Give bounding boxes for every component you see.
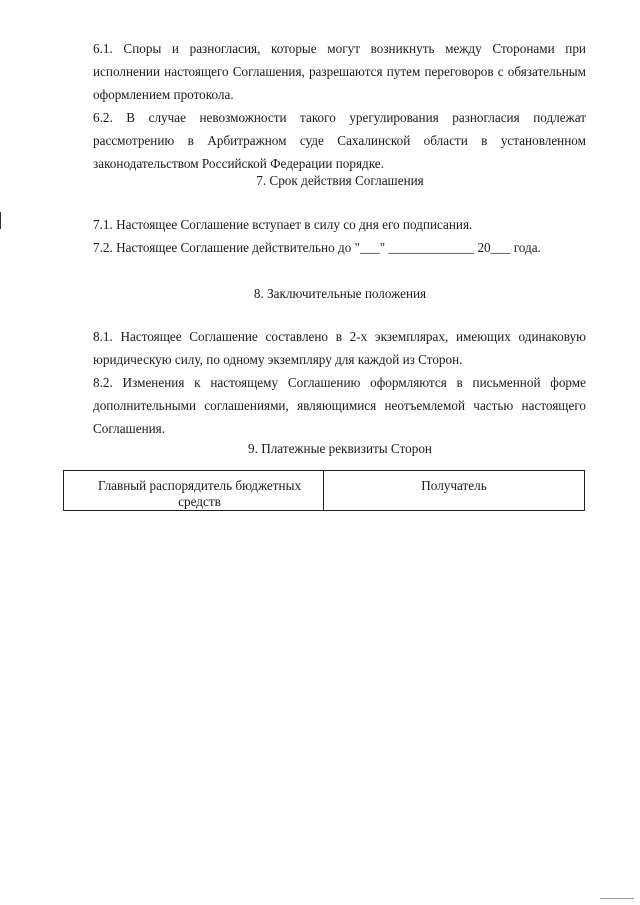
section-8-heading: 8. Заключительные положения bbox=[253, 286, 427, 301]
section-8 bbox=[93, 325, 586, 440]
clause-7-1: 7.1. Настоящее Соглашение вступает в силу со дня его подписания. bbox=[93, 217, 473, 232]
clause-7-2: 7.2. Настоящее Соглашение действительно до "___" _____________ 20___ года. bbox=[93, 240, 541, 255]
clause-6-2 bbox=[93, 106, 586, 175]
clause-6-1-line-3: оформлением протокола. bbox=[93, 87, 234, 102]
clause-6-2-line-1: 6.2. В случае невозможности такого урегулирования разногласия подлежат bbox=[93, 110, 586, 125]
table-header-budget-manager: Главный распорядитель бюджетных средств bbox=[64, 471, 324, 510]
clause-8-1-line-1: 8.1. Настоящее Соглашение составлено в 2-х экземплярах, имеющих одинаковую bbox=[93, 329, 586, 344]
clause-6-1-line-2: исполнении настоящего Соглашения, разрешаются путем переговоров с обязательным bbox=[93, 64, 586, 79]
clause-6-2-line-2: рассмотрению в Арбитражном суде Сахалинской области в установленном bbox=[93, 133, 586, 148]
clause-6-2-line-3: законодательством Российской Федерации порядке. bbox=[93, 156, 384, 171]
section-7 bbox=[93, 213, 586, 259]
clause-8-1 bbox=[93, 325, 586, 371]
clause-8-2-line-2: дополнительными соглашениями, являющимися неотъемлемой частью настоящего bbox=[93, 398, 586, 413]
section-9-heading: 9. Платежные реквизиты Сторон bbox=[248, 441, 432, 456]
clause-8-2-line-3: Соглашения. bbox=[93, 421, 166, 436]
section-7-heading: 7. Срок действия Соглашения bbox=[256, 173, 424, 188]
scan-corner-mark bbox=[600, 898, 634, 899]
clause-6-1-line-1: 6.1. Споры и разногласия, которые могут возникнуть между Сторонами при bbox=[93, 41, 586, 56]
clause-8-2 bbox=[93, 371, 586, 440]
payment-details-table bbox=[63, 470, 585, 511]
clause-6-1 bbox=[93, 37, 586, 106]
scan-edge-mark bbox=[0, 212, 1, 229]
clause-8-1-line-2: юридическую силу, по одному экземпляру для каждой из Сторон. bbox=[93, 352, 463, 367]
clause-8-2-line-1: 8.2. Изменения к настоящему Соглашению оформляются в письменной форме bbox=[93, 375, 586, 390]
table-header-recipient: Получатель bbox=[421, 478, 487, 493]
section-6 bbox=[93, 37, 586, 175]
